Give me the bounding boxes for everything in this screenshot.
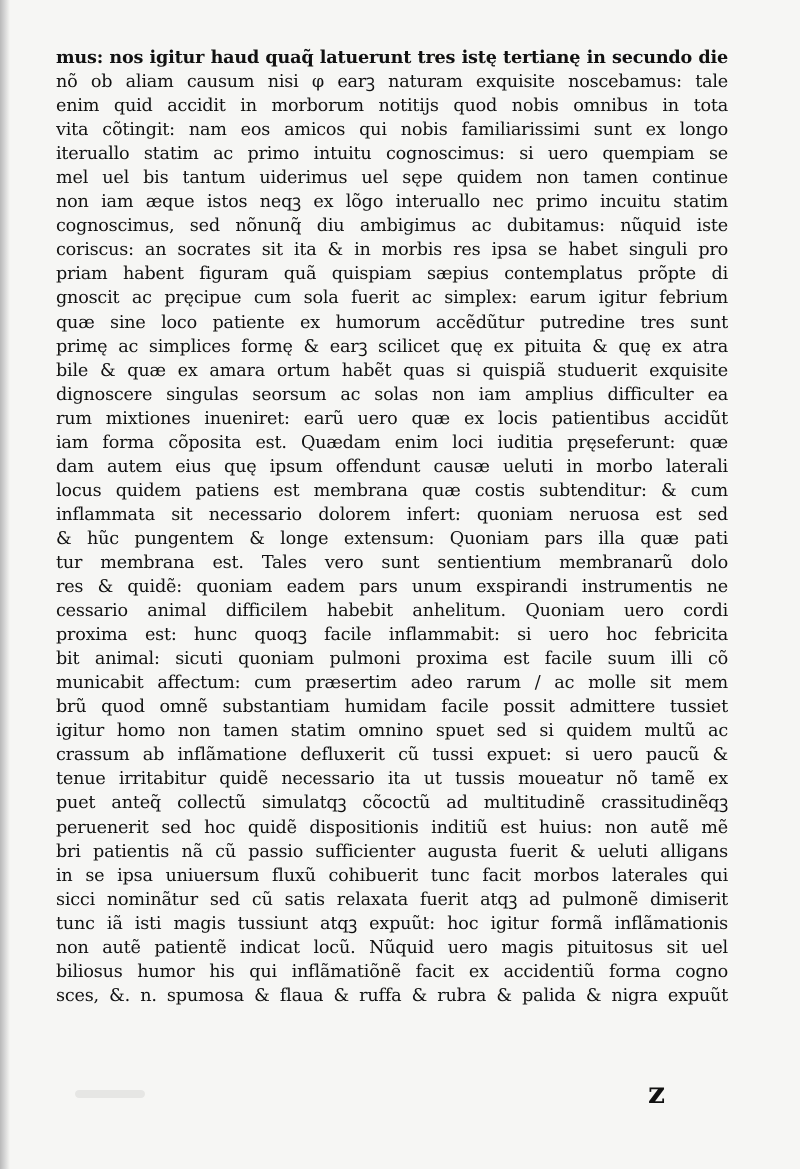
text-line: sces, &. n. spumosa & flaua & ruffa & rubra & palida & nigra expuũt (56, 985, 728, 1006)
text-line: bit animal: sicuti quoniam pulmoni proxima est facile suum illi cõ (56, 649, 728, 670)
text-line: biliosus humor his qui inflãmatiõnẽ facit ex accidentiũ forma cogno (56, 961, 728, 982)
text-line: cessario animal difficilem habebit anhelitum. Quoniam uero cordi (56, 601, 728, 622)
text-line: enim quid accidit in morborum notitijs quod nobis omnibus in tota (56, 96, 728, 117)
text-line: iam forma cõposita est. Quædam enim loci iuditia pręseferunt: quæ (56, 432, 728, 453)
text-line: coriscus: an socrates sit ita & in morbis res ipsa se habet singuli pro (56, 240, 728, 261)
paper-speck (75, 1090, 145, 1098)
text-line: nõ ob aliam causum nisi φ earꝫ naturam exquisite noscebamus: tale (56, 72, 728, 93)
text-line: dignoscere singulas seorsum ac solas non iam amplius difficulter ea (56, 384, 728, 405)
text-line: rum mixtiones inueniret: earũ uero quæ ex locis patientibus accidũt (56, 408, 728, 429)
text-line: quæ sine loco patiente ex humorum accẽdũtur putredine tres sunt (56, 312, 728, 333)
text-line: vita cõtingit: nam eos amicos qui nobis familiarissimi sunt ex longo (56, 120, 728, 141)
text-line: tunc iã isti magis tussiunt atqꝫ expuũt: hoc igitur formã inflãmationis (56, 913, 728, 934)
text-line: iteruallo statim ac primo intuitu cognoscimus: si uero quempiam se (56, 144, 728, 165)
text-line: mel uel bis tantum uiderimus uel sępe quidem non tamen continue (56, 168, 728, 189)
text-line: tur membrana est. Tales vero sunt sentientium membranarũ dolo (56, 552, 728, 573)
text-line: dam autem eius quę ipsum offendunt causæ ueluti in morbo laterali (56, 456, 728, 477)
text-line: peruenerit sed hoc quidẽ dispositionis inditiũ est huius: non autẽ mẽ (56, 817, 728, 838)
text-line: in se ipsa uniuersum fluxũ cohibuerit tunc facit morbos laterales qui (56, 865, 728, 886)
text-line: bile & quæ ex amara ortum habẽt quas si quispiã studuerit exquisite (56, 360, 728, 381)
signature-mark: z (648, 1076, 666, 1111)
text-line: mus: nos igitur haud quaq̃ latuerunt tres istę tertianę in secundo die (56, 47, 728, 68)
text-line: puet anteq̃ collectũ simulatqꝫ cõcoctũ ad multitudinẽ crassitudinẽqꝫ (56, 793, 728, 814)
text-line: res & quidẽ: quoniam eadem pars unum exspirandi instrumentis ne (56, 577, 728, 598)
text-line: brũ quod omnẽ substantiam humidam facile possit admittere tussiet (56, 697, 728, 718)
text-line: bri patientis nã cũ passio sufficienter augusta fuerit & ueluti alligans (56, 841, 728, 862)
text-line: tenue irritabitur quidẽ necessario ita ut tussis moueatur nõ tamẽ ex (56, 769, 728, 790)
text-line: crassum ab inflãmatione defluxerit cũ tussi expuet: si uero paucũ & (56, 745, 728, 766)
text-line: priam habent figuram quã quispiam sæpius contemplatus prõpte di (56, 264, 728, 285)
text-line: municabit affectum: cum præsertim adeo rarum / ac molle sit mem (56, 673, 728, 694)
text-line: sicci nominãtur sed cũ satis relaxata fuerit atqꝫ ad pulmonẽ dimiserit (56, 889, 728, 910)
body-text (56, 46, 728, 1008)
text-line: & hũc pungentem & longe extensum: Quoniam pars illa quæ pati (56, 528, 728, 549)
text-line: non iam æque istos neqꝫ ex lõgo interuallo nec primo incuitu statim (56, 192, 728, 213)
text-line: non autẽ patientẽ indicat locũ. Nũquid uero magis pituitosus sit uel (56, 937, 728, 958)
text-line: proxima est: hunc quoqꝫ facile inflammabit: si uero hoc febricita (56, 625, 728, 646)
text-line: inflammata sit necessario dolorem infert: quoniam neruosa est sed (56, 504, 728, 525)
text-line: primę ac simplices formę & earꝫ scilicet quę ex pituita & quę ex atra (56, 336, 728, 357)
text-line: igitur homo non tamen statim omnino spuet sed si quidem multũ ac (56, 721, 728, 742)
text-line: gnoscit ac pręcipue cum sola fuerit ac simplex: earum igitur febrium (56, 288, 728, 309)
text-line: locus quidem patiens est membrana quæ costis subtenditur: & cum (56, 480, 728, 501)
text-line: cognoscimus, sed nõnunq̃ diu ambigimus ac dubitamus: nũquid iste (56, 216, 728, 237)
